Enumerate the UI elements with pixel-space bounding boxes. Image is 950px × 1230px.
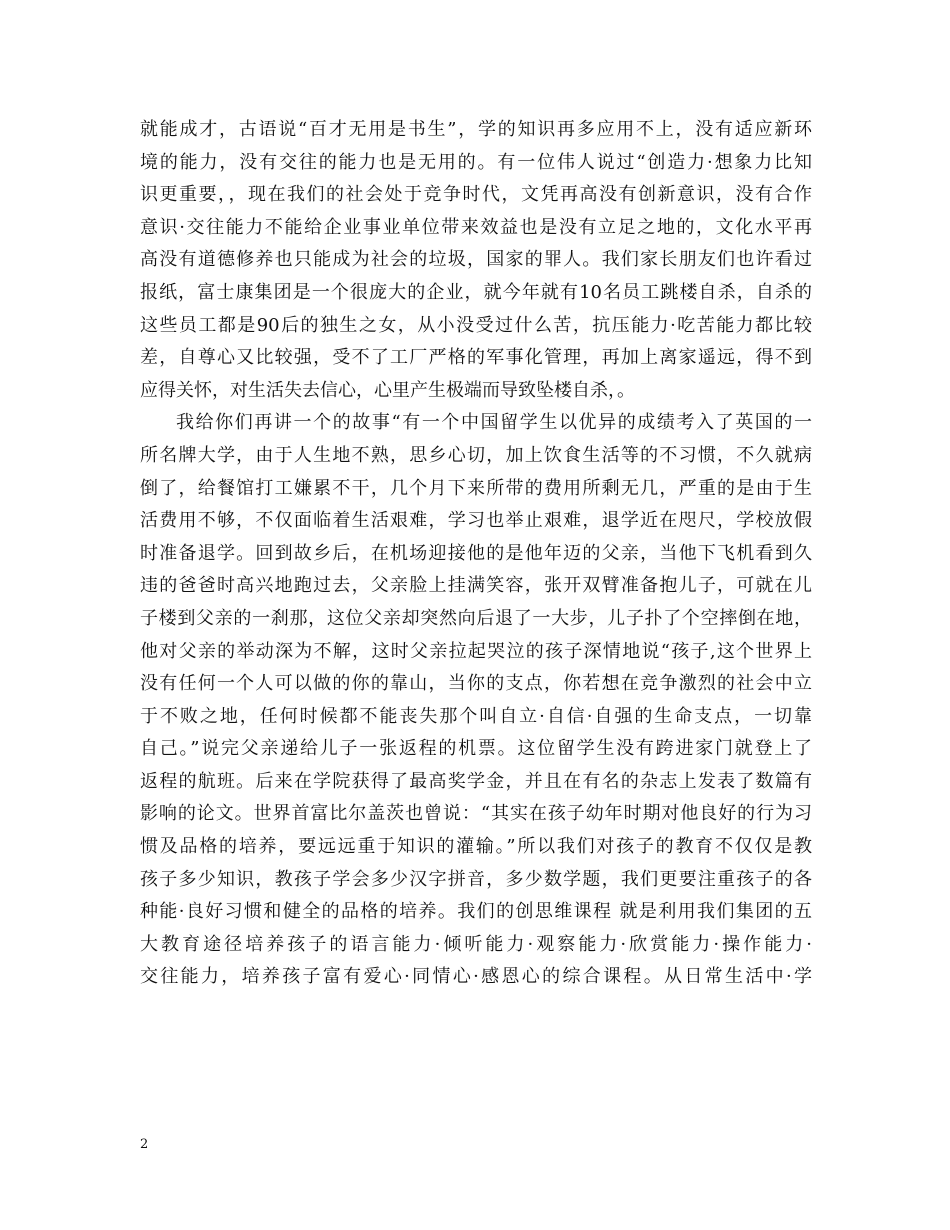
text-line: 返程的航班。后来在学院获得了最高奖学金，并且在有名的杂志上发表了数篇有 bbox=[140, 770, 812, 792]
text-line: 子楼到父亲的一刹那，这位父亲却突然向后退了一大步，儿子扑了个空摔倒在地， bbox=[140, 607, 812, 629]
text-line: 他对父亲的举动深为不解，这时父亲拉起哭泣的孩子深情地说“孩子,这个世界上 bbox=[140, 640, 812, 662]
text-line: 应得关怀，对生活失去信心，心里产生极端而导致坠楼自杀，。 bbox=[140, 379, 635, 401]
text-line: 高没有道德修养也只能成为社会的垃圾，国家的罪人。我们家长朋友们也许看过 bbox=[140, 249, 812, 271]
text-line: 孩子多少知识，教孩子学会多少汉字拼音，多少数学题，我们更要注重孩子的各 bbox=[140, 868, 812, 890]
text-line: 违的爸爸时高兴地跑过去，父亲脸上挂满笑容，张开双臂准备抱儿子，可就在儿 bbox=[140, 575, 812, 597]
text-line: 意识·交往能力不能给企业事业单位带来效益也是没有立足之地的，文化水平再 bbox=[140, 216, 812, 238]
paragraph-2 bbox=[140, 407, 812, 994]
text-line: 自己。”说完父亲递给儿子一张返程的机票。这位留学生没有跨进家门就登上了 bbox=[140, 738, 812, 760]
text-line: 差，自尊心又比较强，受不了工厂严格的军事化管理，再加上离家遥远，得不到 bbox=[140, 347, 812, 369]
text-line: 倒了，给餐馆打工嫌累不干，几个月下来所带的费用所剩无几，严重的是由于生 bbox=[140, 477, 812, 499]
text-line: 惯及品格的培养，要远远重于知识的灌输。”所以我们对孩子的教育不仅仅是教 bbox=[140, 836, 812, 858]
text-line: 这些员工都是90后的独生之女，从小没受过什么苦，抗压能力·吃苦能力都比较 bbox=[140, 314, 812, 336]
text-line: 时准备退学。回到故乡后，在机场迎接他的是他年迈的父亲，当他下飞机看到久 bbox=[140, 542, 812, 564]
text-line: 我给你们再讲一个的故事“有一个中国留学生以优异的成绩考入了英国的一 bbox=[176, 412, 812, 434]
text-line: 所名牌大学，由于人生地不熟，思乡心切，加上饮食生活等的不习惯，不久就病 bbox=[140, 444, 812, 466]
text-line: 识更重要，，现在我们的社会处于竞争时代，文凭再高没有创新意识，没有合作 bbox=[140, 184, 812, 206]
text-line: 境的能力，没有交往的能力也是无用的。有一位伟人说过“创造力·想象力比知 bbox=[140, 151, 812, 173]
text-line: 交往能力，培养孩子富有爱心·同情心·感恩心的综合课程。从日常生活中·学 bbox=[140, 966, 812, 988]
text-line: 种能·良好习惯和健全的品格的培养。我们的创思维课程 就是利用我们集团的五 bbox=[140, 901, 812, 923]
document-body bbox=[140, 114, 812, 994]
paragraph-1 bbox=[140, 114, 812, 407]
text-line: 活费用不够，不仅面临着生活艰难，学习也举止艰难，退学近在咫尺，学校放假 bbox=[140, 510, 812, 532]
text-line: 就能成才，古语说“百才无用是书生”，学的知识再多应用不上，没有适应新环 bbox=[140, 119, 812, 140]
text-line: 报纸，富士康集团是一个很庞大的企业，就今年就有10名员工跳楼自杀，自杀的 bbox=[140, 281, 812, 303]
page-number: 2 bbox=[140, 1137, 149, 1152]
text-line: 于不败之地，任何时候都不能丧失那个叫自立·自信·自强的生命支点，一切靠 bbox=[140, 705, 812, 727]
text-line: 影响的论文。世界首富比尔盖茨也曾说：“其实在孩子幼年时期对他良好的行为习 bbox=[140, 803, 812, 825]
text-line: 大教育途径培养孩子的语言能力·倾听能力·观察能力·欣赏能力·操作能力· bbox=[140, 933, 812, 955]
text-line: 没有任何一个人可以做的你的靠山，当你的支点，你若想在竞争激烈的社会中立 bbox=[140, 673, 812, 695]
